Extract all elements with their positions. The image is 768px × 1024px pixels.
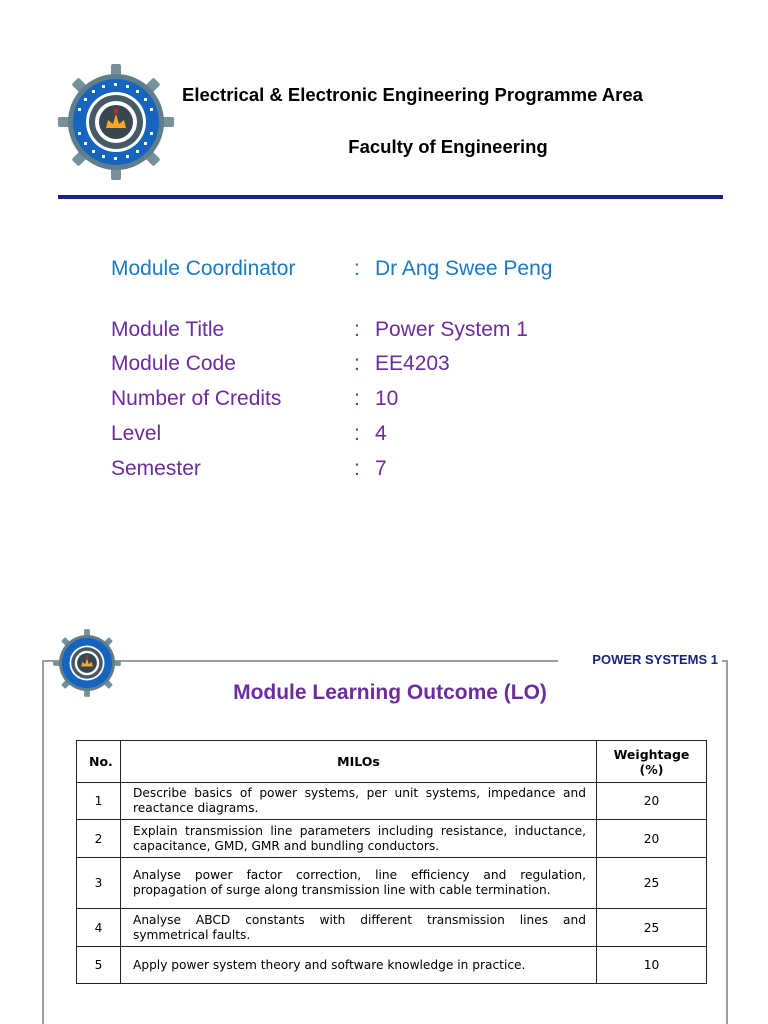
info-label: Module Title [111,318,225,341]
cell-milo: Describe basics of power systems, per unit systems, impedance and reactance diagrams. [121,783,597,820]
info-value: Dr Ang Swee Peng [375,257,553,280]
faculty-heading: Faculty of Engineering [348,136,548,157]
table-header-row [77,741,707,783]
header-divider [58,195,723,199]
cell-no: 2 [77,820,121,858]
info-value: 10 [375,387,399,410]
column-header-weightage: Weightage (%) [597,741,707,783]
info-value: 4 [375,422,387,445]
table-row [77,909,707,947]
university-logo [56,62,176,182]
cell-weightage: 25 [597,909,707,947]
cell-weightage: 20 [597,820,707,858]
cell-milo: Analyse ABCD constants with different transmission lines and symmetrical faults. [121,909,597,947]
cell-weightage: 10 [597,947,707,984]
info-label: Level [111,422,162,445]
info-value: 7 [375,457,387,480]
column-header-no: No. [77,741,121,783]
info-separator: : [354,257,360,280]
table-row [77,858,707,909]
info-label: Module Coordinator [111,257,296,280]
frame-border [42,660,44,1024]
frame-border [726,660,728,1024]
cell-weightage: 20 [597,783,707,820]
cell-no: 4 [77,909,121,947]
info-label: Module Code [111,352,236,375]
info-separator: : [354,318,360,341]
milo-table [76,740,707,984]
table-row [77,947,707,984]
cell-weightage: 25 [597,858,707,909]
table-row [77,783,707,820]
info-label: Semester [111,457,201,480]
info-separator: : [354,422,360,445]
info-value: Power System 1 [375,318,528,341]
university-logo-small [52,628,122,698]
frame-border [120,660,558,662]
programme-area-heading: Electrical & Electronic Engineering Programme Area [182,84,643,105]
info-value: EE4203 [375,352,450,375]
info-label: Number of Credits [111,387,282,410]
cell-milo: Analyse power factor correction, line efficiency and regulation, propagation of surge along transmission line with cable termination. [121,858,597,909]
cell-no: 3 [77,858,121,909]
info-separator: : [354,352,360,375]
column-header-milos: MILOs [121,741,597,783]
slide-title: Module Learning Outcome (LO) [233,681,547,704]
cell-no: 1 [77,783,121,820]
info-separator: : [354,387,360,410]
course-tag: POWER SYSTEMS 1 [592,652,718,667]
table-row [77,820,707,858]
cell-milo: Apply power system theory and software knowledge in practice. [121,947,597,984]
cell-milo: Explain transmission line parameters including resistance, inductance, capacitance, GMD, GMR and bundling conductors. [121,820,597,858]
info-separator: : [354,457,360,480]
cell-no: 5 [77,947,121,984]
